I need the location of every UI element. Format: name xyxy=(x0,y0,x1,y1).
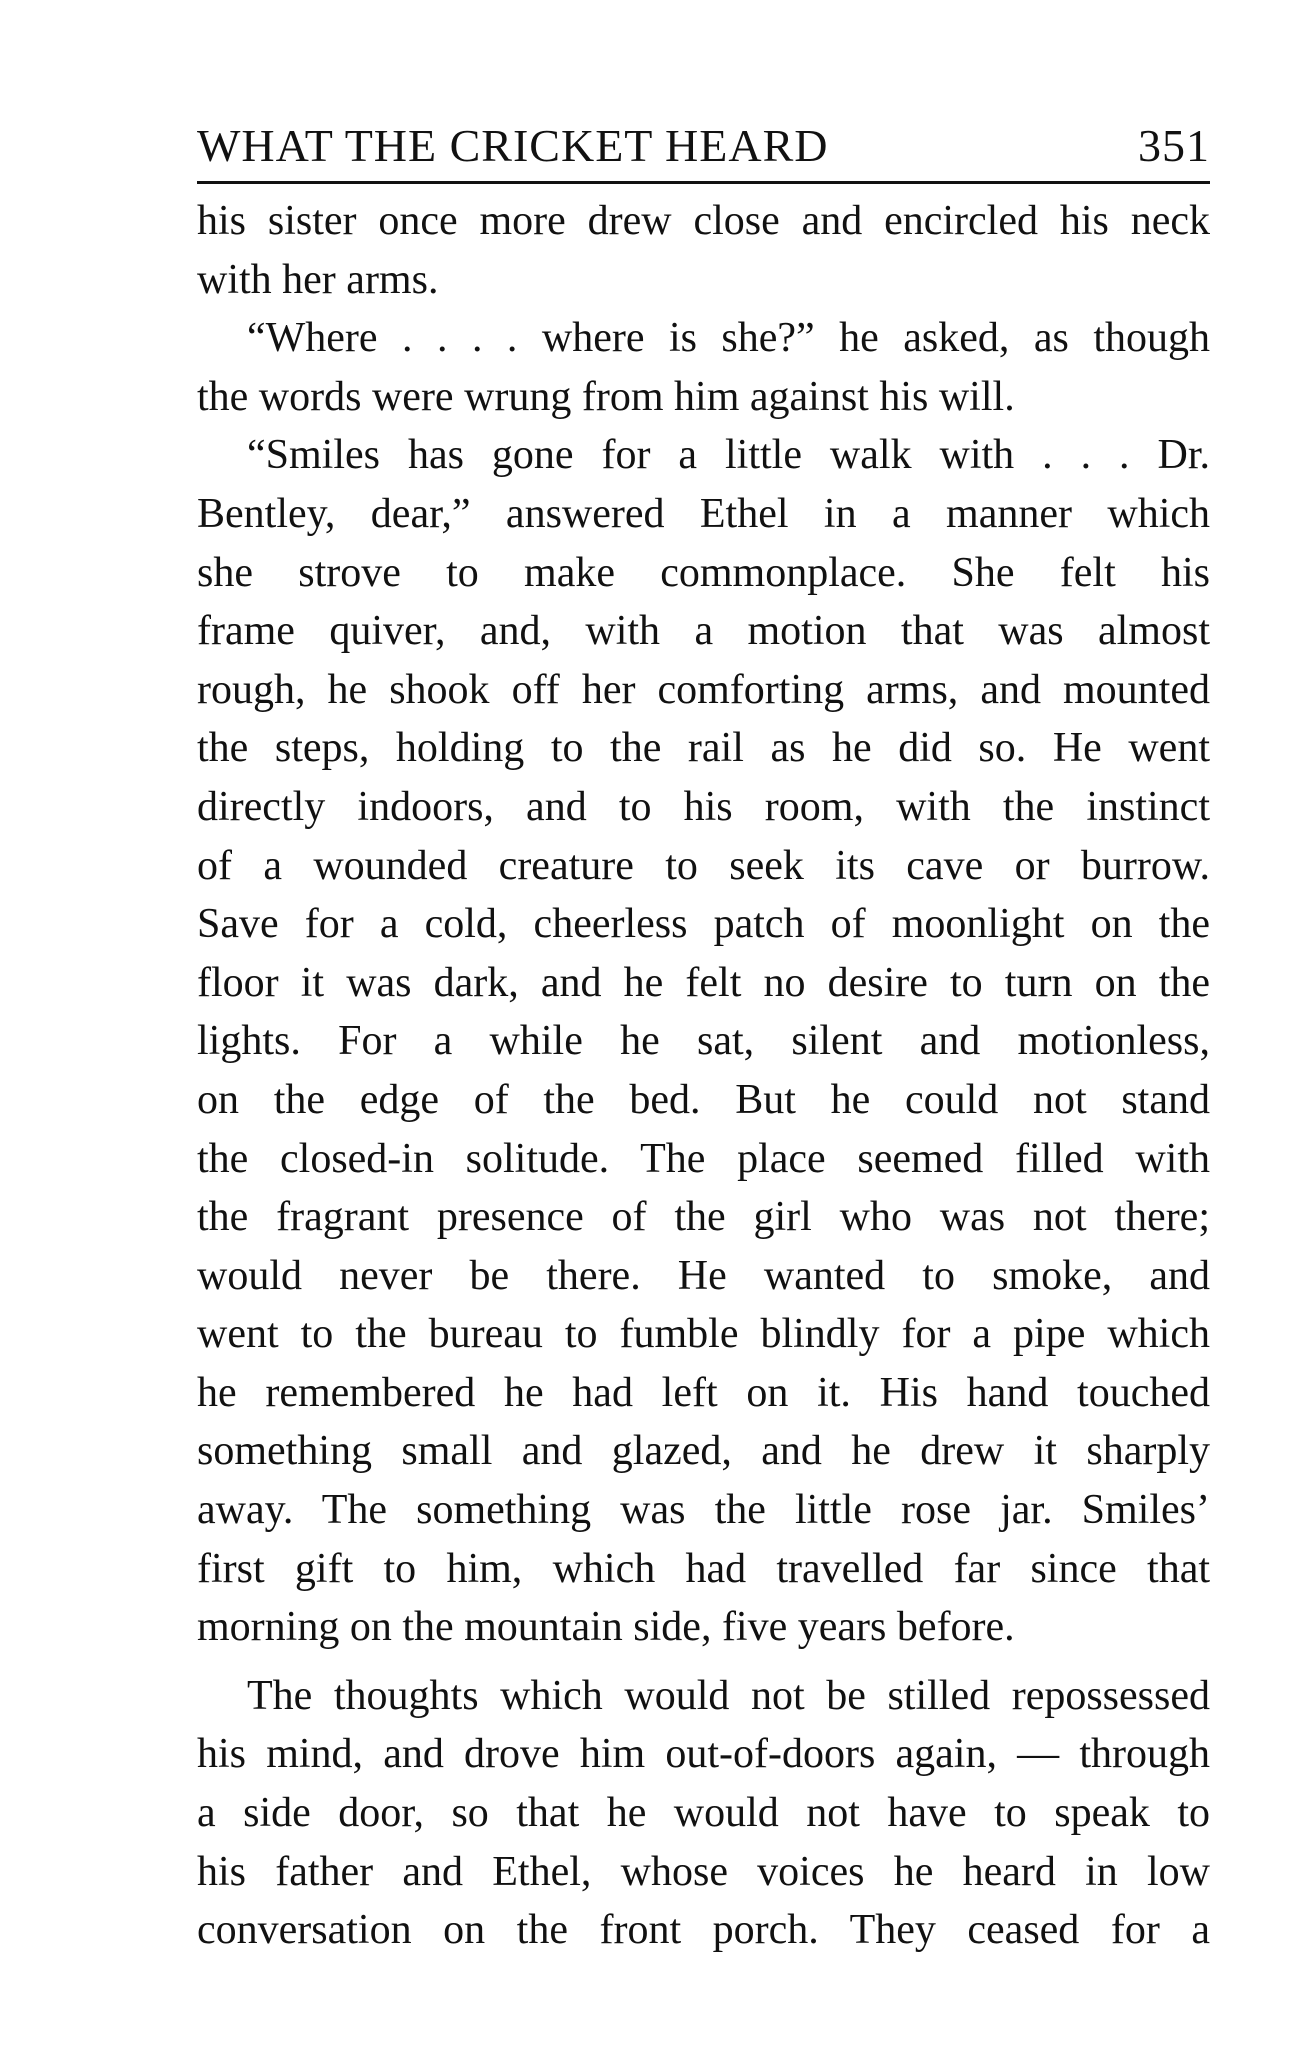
page-number: 351 xyxy=(1138,120,1210,171)
running-title: WHAT THE CRICKET HEARD xyxy=(197,120,829,171)
paragraph-gap xyxy=(197,1657,1210,1667)
text-line: away. The something was the little rose jar. Smiles’ xyxy=(197,1487,1210,1534)
text-line: his sister once more drew close and encircled his neck xyxy=(197,198,1210,244)
text-line: his mind, and drove him out-of-doors again, — through xyxy=(197,1731,1210,1778)
text-line: “Where . . . . where is she?” he asked, as though xyxy=(247,315,1210,362)
text-line: she strove to make commonplace. She felt his xyxy=(197,549,1210,596)
paragraph xyxy=(197,426,1210,1656)
text-line: lights. For a while he sat, silent and motionless, xyxy=(197,1018,1210,1065)
text-line: “Smiles has gone for a little walk with . . . Dr. xyxy=(247,432,1210,479)
text-line: the closed-in solitude. The place seemed filled with xyxy=(197,1135,1210,1182)
text-line: went to the bureau to fumble blindly for a pipe which xyxy=(197,1311,1210,1358)
text-line: morning on the mountain side, five years before. xyxy=(197,1604,1015,1651)
header-rule xyxy=(197,181,1210,184)
text-line: of a wounded creature to seek its cave or burrow. xyxy=(197,842,1210,889)
text-line: would never be there. He wanted to smoke, and xyxy=(197,1252,1210,1299)
text-line: conversation on the front porch. They ceased for a xyxy=(197,1907,1210,1954)
text-line: the fragrant presence of the girl who was not there; xyxy=(197,1194,1210,1241)
paragraph xyxy=(197,309,1210,426)
text-line: rough, he shook off her comforting arms, and mounted xyxy=(197,666,1210,713)
running-header xyxy=(197,108,1210,172)
paragraph xyxy=(197,192,1210,309)
text-line: he remembered he had left on it. His hand touched xyxy=(197,1369,1210,1416)
text-line: Save for a cold, cheerless patch of moonlight on the xyxy=(197,901,1210,948)
text-line: floor it was dark, and he felt no desire to turn on the xyxy=(197,959,1210,1006)
paragraph xyxy=(197,1667,1210,1960)
text-line: frame quiver, and, with a motion that was almost xyxy=(197,608,1210,655)
text-line: something small and glazed, and he drew it sharply xyxy=(197,1428,1210,1475)
text-line: first gift to him, which had travelled far since that xyxy=(197,1545,1210,1592)
text-line: his father and Ethel, whose voices he heard in low xyxy=(197,1848,1210,1895)
text-line: The thoughts which would not be stilled repossessed xyxy=(247,1672,1210,1719)
text-line: on the edge of the bed. But he could not stand xyxy=(197,1076,1210,1123)
body-text xyxy=(197,192,1210,1960)
text-line: the steps, holding to the rail as he did so. He went xyxy=(197,725,1210,772)
text-line: with her arms. xyxy=(197,256,439,303)
text-line: a side door, so that he would not have to speak to xyxy=(197,1790,1210,1837)
text-line: Bentley, dear,” answered Ethel in a manner which xyxy=(197,490,1210,537)
text-line: the words were wrung from him against his will. xyxy=(197,373,1015,420)
text-line: directly indoors, and to his room, with the instinct xyxy=(197,783,1210,830)
